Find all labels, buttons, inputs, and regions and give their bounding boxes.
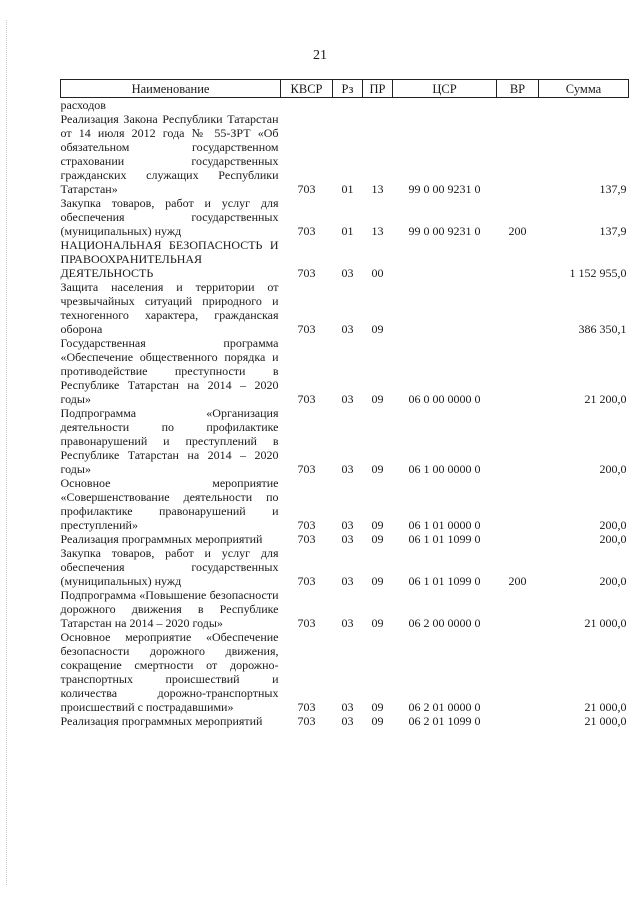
cell-vr (497, 406, 539, 476)
cell-sum: 200,0 (599, 462, 627, 476)
cell-csr: 06 1 00 0000 0 (408, 462, 481, 476)
cell-rz: 03 (341, 700, 354, 714)
cell-name: Реализация программных мероприятий (60, 714, 263, 728)
cell-name: Подпрограмма «Повышение безопасности дорожного движения в Республике Татарстан на 2014 – 2020 годы» (60, 588, 279, 630)
cell-csr: 06 2 00 0000 0 (408, 616, 481, 630)
table-row (61, 336, 629, 406)
cell-name: Основное мероприятие «Совершенствование деятельности по профилактике правонарушений и преступлений» (60, 476, 279, 532)
cell-pr: 09 (371, 700, 384, 714)
cell-name: Основное мероприятие «Обеспечение безопасности дорожного движения, сокращение смертности от дорожно-транспортных происшествий и количества дорожно-транспортных происшествий с пострадавшими» (60, 630, 279, 714)
cell-vr (497, 98, 539, 113)
cell-csr (393, 238, 497, 280)
header-rz: Рз (333, 80, 363, 98)
cell-csr: 99 0 00 9231 0 (408, 224, 481, 238)
cell-sum: 200,0 (599, 532, 627, 546)
cell-pr: 09 (371, 392, 384, 406)
cell-sum: 21 000,0 (584, 700, 627, 714)
cell-kvsr: 703 (297, 574, 316, 588)
cell-csr: 06 2 01 1099 0 (408, 714, 481, 728)
table-row (61, 630, 629, 714)
cell-rz: 03 (341, 266, 354, 280)
cell-pr: 09 (371, 462, 384, 476)
cell-rz: 01 (341, 182, 354, 196)
cell-sum: 21 200,0 (584, 392, 627, 406)
cell-name: Реализация Закона Республики Татарстан от 14 июля 2012 года № 55-ЗРТ «Об обязательном государственном страховании государственных гражданских служащих Республики Татарстан» (60, 112, 279, 196)
cell-sum: 21 000,0 (584, 714, 627, 728)
cell-name: Подпрограмма «Организация деятельности по профилактике правонарушений и преступлений в Республике Татарстан на 2014 – 2020 годы» (60, 406, 279, 476)
header-vr: ВР (497, 80, 539, 98)
cell-rz: 03 (341, 462, 354, 476)
cell-vr (497, 112, 539, 196)
cell-kvsr: 703 (297, 714, 316, 728)
cell-kvsr: 703 (297, 392, 316, 406)
cell-kvsr: 703 (297, 518, 316, 532)
cell-rz: 03 (341, 574, 354, 588)
cell-kvsr: 703 (297, 532, 316, 546)
header-kvsr: КВСР (281, 80, 333, 98)
cell-sum: 137,9 (599, 182, 627, 196)
cell-kvsr: 703 (297, 182, 316, 196)
table-row (61, 406, 629, 476)
cell-rz: 03 (341, 532, 354, 546)
cell-name: Защита населения и территории от чрезвычайных ситуаций природного и техногенного характера, гражданская оборона (60, 280, 279, 336)
cell-vr (497, 714, 539, 728)
cell-name: Закупка товаров, работ и услуг для обеспечения государственных (муниципальных) нужд (60, 546, 279, 588)
cell-rz: 03 (341, 518, 354, 532)
cell-sum: 386 350,1 (578, 322, 627, 336)
cell-vr: 200 (508, 574, 527, 588)
header-pr: ПР (363, 80, 393, 98)
cell-kvsr: 703 (297, 462, 316, 476)
cell-kvsr (281, 98, 333, 113)
cell-vr (497, 476, 539, 532)
table-row (61, 714, 629, 728)
header-sum: Сумма (539, 80, 629, 98)
cell-name: Государственная программа «Обеспечение общественного порядка и противодействие преступности в Республике Татарстан на 2014 – 2020 годы» (60, 336, 279, 406)
table-row (61, 98, 629, 113)
cell-rz: 03 (341, 322, 354, 336)
cell-pr: 00 (371, 266, 384, 280)
cell-name: расходов (60, 98, 106, 112)
table-row (61, 532, 629, 546)
cell-csr: 06 2 01 0000 0 (408, 700, 481, 714)
cell-pr: 13 (371, 182, 384, 196)
cell-csr: 06 1 01 1099 0 (408, 574, 481, 588)
cell-rz (333, 98, 363, 113)
cell-sum: 1 152 955,0 (569, 266, 627, 280)
cell-vr (497, 532, 539, 546)
cell-csr (393, 280, 497, 336)
cell-rz: 03 (341, 714, 354, 728)
cell-vr (497, 336, 539, 406)
cell-vr: 200 (508, 224, 527, 238)
page-number: 21 (313, 48, 327, 63)
cell-pr: 09 (371, 518, 384, 532)
cell-name: Закупка товаров, работ и услуг для обеспечения государственных (муниципальных) нужд (60, 196, 279, 238)
cell-rz: 01 (341, 224, 354, 238)
cell-pr: 13 (371, 224, 384, 238)
cell-kvsr: 703 (297, 616, 316, 630)
cell-kvsr: 703 (297, 224, 316, 238)
header-name: Наименование (61, 80, 281, 98)
cell-name: НАЦИОНАЛЬНАЯ БЕЗОПАСНОСТЬ И ПРАВООХРАНИТЕЛЬНАЯ ДЕЯТЕЛЬНОСТЬ (60, 238, 279, 280)
table-row (61, 280, 629, 336)
table-row (61, 112, 629, 196)
table-row (61, 196, 629, 238)
table-row (61, 238, 629, 280)
cell-csr (393, 98, 497, 113)
cell-vr (497, 238, 539, 280)
cell-pr: 09 (371, 322, 384, 336)
cell-pr (363, 98, 393, 113)
cell-sum: 21 000,0 (584, 616, 627, 630)
header-csr: ЦСР (393, 80, 497, 98)
cell-rz: 03 (341, 392, 354, 406)
cell-pr: 09 (371, 714, 384, 728)
page-edge-mark (6, 20, 7, 885)
cell-sum (539, 98, 629, 113)
cell-sum: 200,0 (599, 518, 627, 532)
cell-name: Реализация программных мероприятий (60, 532, 263, 546)
table-row (61, 476, 629, 532)
cell-pr: 09 (371, 532, 384, 546)
cell-kvsr: 703 (297, 700, 316, 714)
cell-rz: 03 (341, 616, 354, 630)
cell-csr: 06 0 00 0000 0 (408, 392, 481, 406)
cell-vr (497, 280, 539, 336)
cell-sum: 137,9 (599, 224, 627, 238)
table-row (61, 588, 629, 630)
table-row (61, 546, 629, 588)
cell-csr: 06 1 01 1099 0 (408, 532, 481, 546)
cell-vr (497, 630, 539, 714)
cell-csr: 06 1 01 0000 0 (408, 518, 481, 532)
cell-csr: 99 0 00 9231 0 (408, 182, 481, 196)
table-header-row (61, 80, 629, 98)
cell-kvsr: 703 (297, 266, 316, 280)
cell-pr: 09 (371, 574, 384, 588)
budget-table (60, 79, 629, 728)
cell-kvsr: 703 (297, 322, 316, 336)
cell-pr: 09 (371, 616, 384, 630)
cell-sum: 200,0 (599, 574, 627, 588)
cell-vr (497, 588, 539, 630)
